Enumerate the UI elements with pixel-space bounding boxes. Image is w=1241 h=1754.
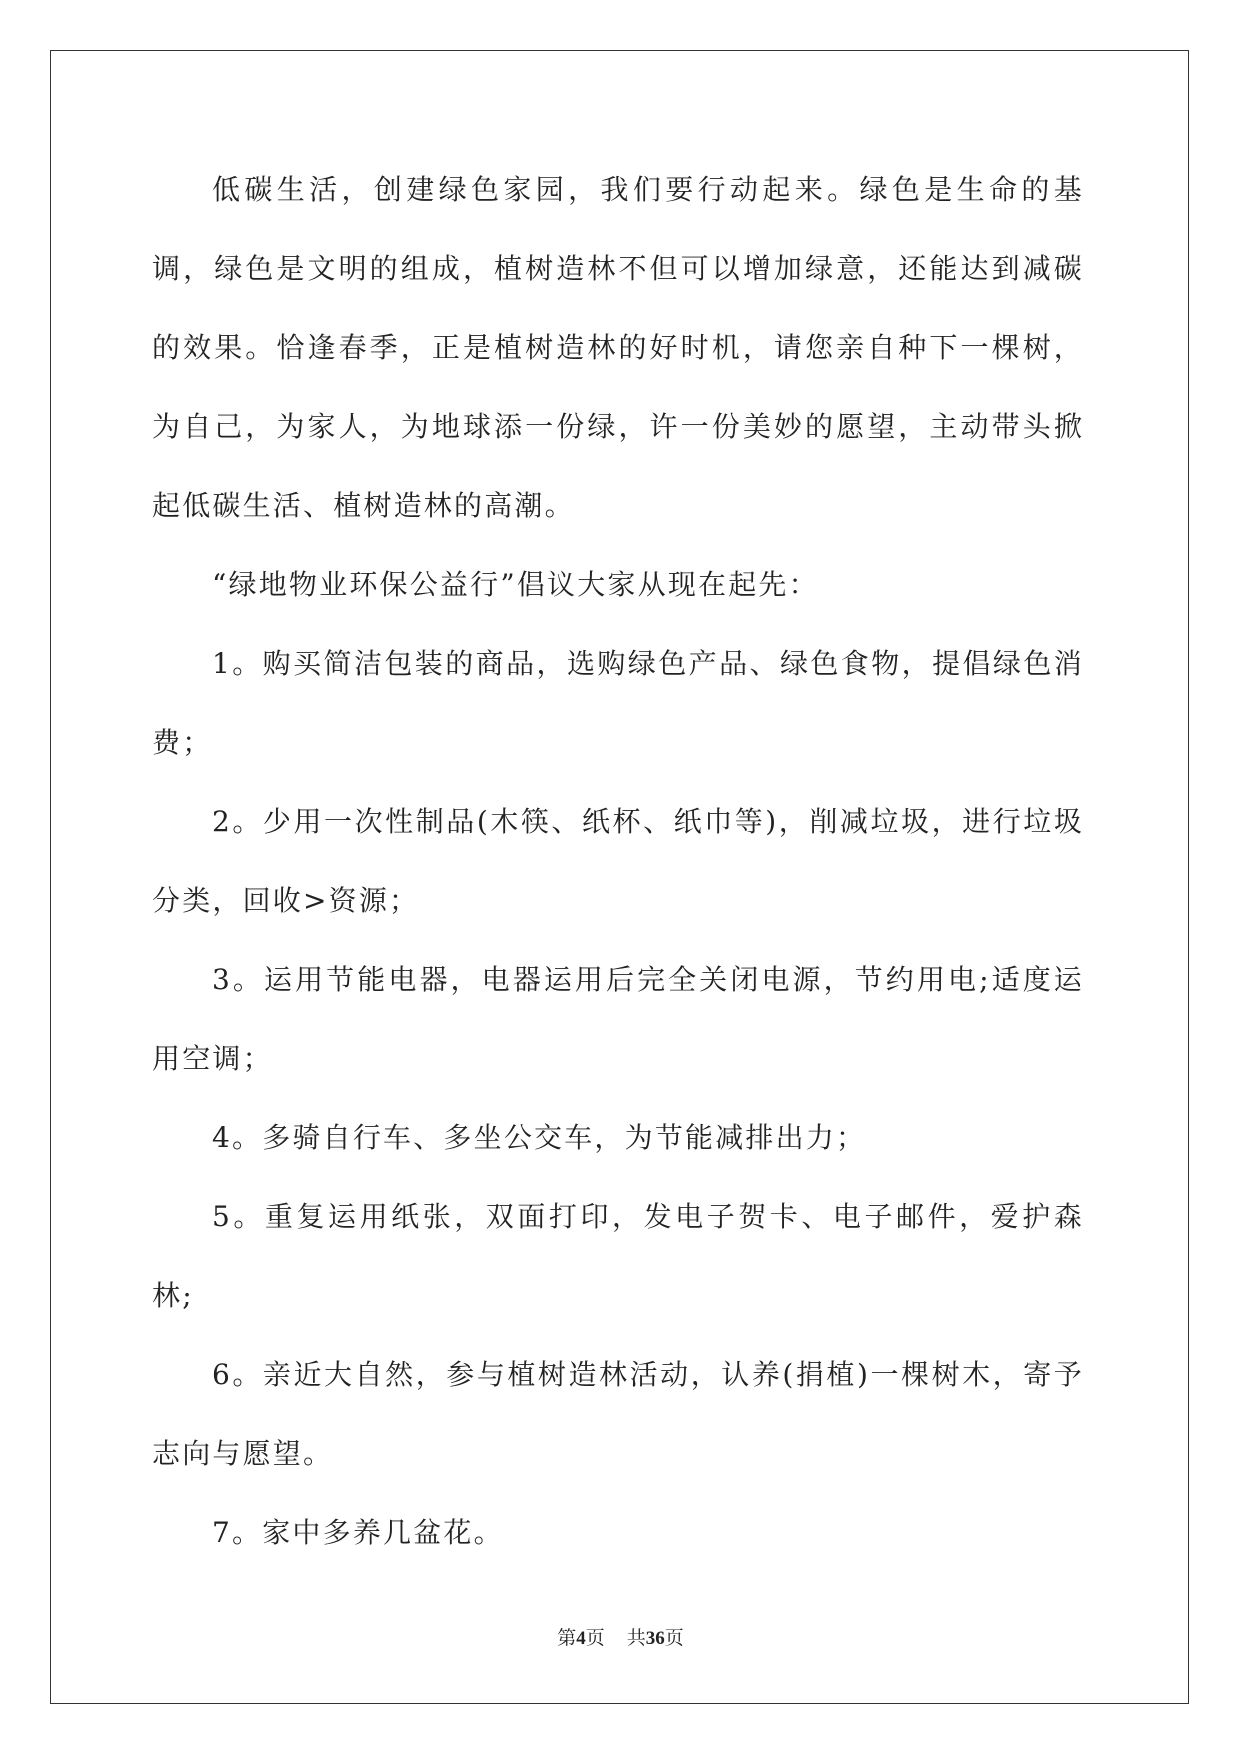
total-suffix: 页 [664, 1627, 684, 1649]
list-item-6: 6。亲近大自然，参与植树造林活动，认养(捐植)一棵树木，寄予志向与愿望。 [152, 1358, 1084, 1470]
page-number: 4 [576, 1628, 586, 1649]
list-item-5: 5。重复运用纸张，双面打印，发电子贺卡、电子邮件，爱护森林; [152, 1200, 1084, 1312]
total-pages: 36 [645, 1628, 665, 1649]
paragraph-initiative: “绿地物业环保公益行”倡议大家从现在起先： [212, 568, 819, 601]
page-suffix: 页 [585, 1627, 605, 1649]
total-prefix: 共 [626, 1627, 646, 1649]
page-prefix: 第 [557, 1627, 577, 1649]
list-item-4: 4。多骑自行车、多坐公交车，为节能减排出力； [212, 1121, 867, 1154]
list-item-7: 7。家中多养几盆花。 [212, 1516, 504, 1549]
document-body [152, 150, 1084, 1572]
list-item-2: 2。少用一次性制品(木筷、纸杯、纸巾等)，削减垃圾，进行垃圾分类，回收>资源； [152, 805, 1084, 917]
page-footer [0, 1623, 1241, 1650]
list-item-1: 1。购买简洁包装的商品，选购绿色产品、绿色食物，提倡绿色消费； [152, 647, 1084, 759]
list-item-3: 3。运用节能电器，电器运用后完全关闭电源，节约用电;适度运用空调； [152, 963, 1084, 1075]
paragraph-intro: 低碳生活，创建绿色家园，我们要行动起来。绿色是生命的基调，绿色是文明的组成，植树造林不但可以增加绿意，还能达到减碳的效果。恰逢春季，正是植树造林的好时机，请您亲自种下一棵树，为自己，为家人，为地球添一份绿，许一份美妙的愿望，主动带头掀起低碳生活、植树造林的高潮。 [152, 173, 1084, 522]
